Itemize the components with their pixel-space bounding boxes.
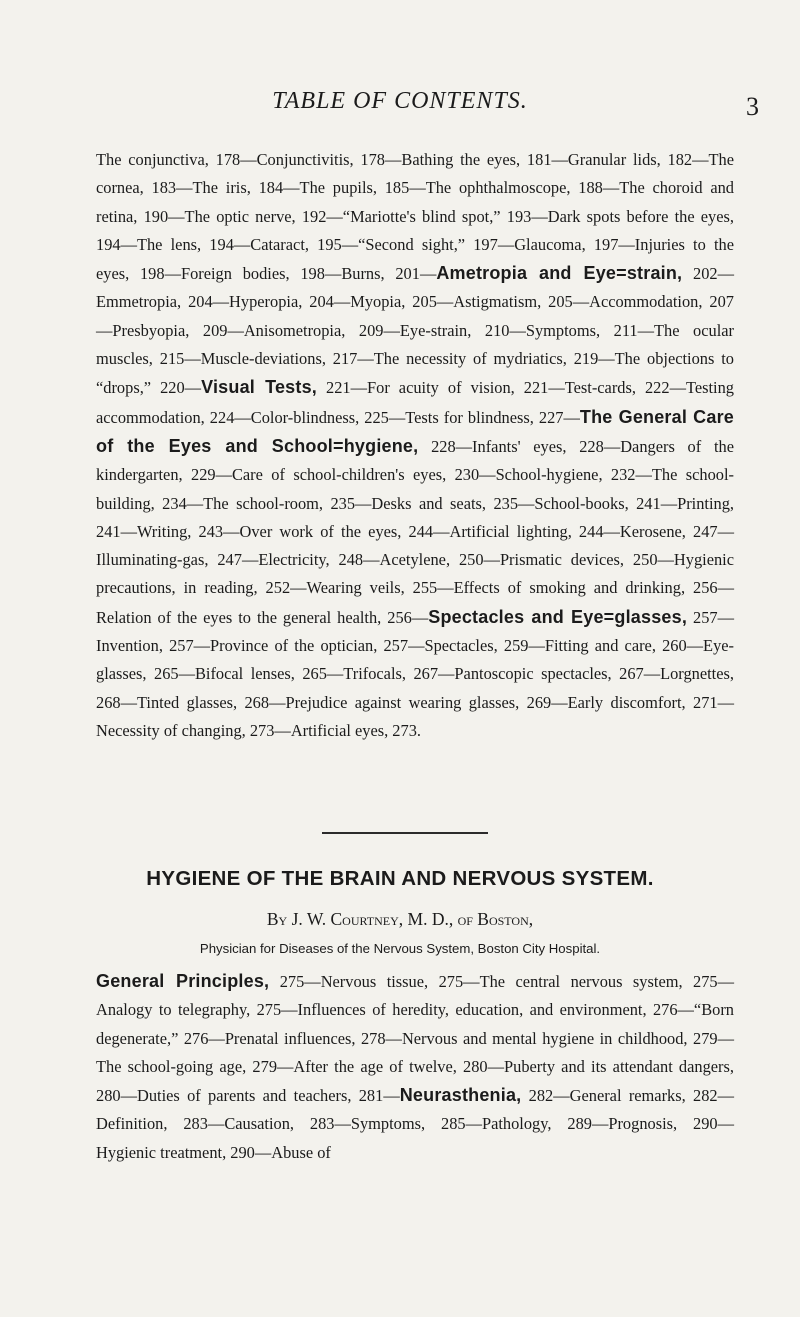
contents-text: The conjunctiva, 178—Conjunctivitis, 178—Bathing the eyes, 181—Granular lids, 182—The cornea, 183—The iris, 184—The pupils, 185—The ophthalmoscope, 188—The choroid and retina, 190—The optic nerve, 192—“Mariotte's blind spot,” 193—Dark spots before the eyes, 194—The lens, 194—Cataract, 195—“Second sight,” 197—Glaucoma, 197—Injuries to the eyes, 198—Foreign bodies, 198—Burns, 201— [96, 150, 734, 284]
contents-paragraph-eye-care [96, 146, 734, 745]
section-divider [322, 832, 488, 834]
page-number: 3 [746, 92, 759, 121]
contents-paragraph-nervous-system [96, 967, 734, 1167]
subject-heading-visual-tests: Visual Tests, [201, 377, 317, 398]
contents-text: 228—Infants' eyes, 228—Dangers of the kindergarten, 229—Care of school-children's eyes, 230—School-hygiene, 232—The school-building, 234—The school-room, 235—Desks and seats, 235—School-books, 241—Printing, 241—Writing, 243—Over work of the eyes, 244—Artificial lighting, 244—Kerosene, 247—Illuminating-gas, 247—Electricity, 248—Acetylene, 250—Prismatic devices, 250—Hygienic precautions, in reading, 252—Wearing veils, 255—Effects of smoking and drinking, 256—Relation of the eyes to the general health, 256— [96, 436, 734, 627]
contents-text: 282—General remarks, 282—Definition, 283—Causation, 283—Symptoms, 285—Pathology, 289—Prognosis, 290—Hygienic treatment, 290—Abuse of [96, 1086, 734, 1162]
subject-heading-neurasthenia: Neurasthenia, [399, 1085, 522, 1106]
contents-text: 202—Emmetropia, 204—Hyperopia, 204—Myopia, 205—Astigmatism, 205—Accommodation, 207—Presbyopia, 209—Anisometropia, 209—Eye-strain, 210—Symptoms, 211—The ocular muscles, 215—Muscle-deviations, 217—The necessity of mydriatics, 219—The objections to “drops,” 220— [96, 264, 734, 398]
subject-heading-general-care: The General Care of the Eyes and School=hygiene, [96, 406, 735, 456]
subject-heading-general-principles: General Principles, [96, 971, 270, 991]
section-heading: HYGIENE OF THE BRAIN AND NERVOUS SYSTEM. [146, 867, 654, 890]
subject-heading-ametropia: Ametropia and Eye=strain, [436, 263, 683, 284]
contents-text: 221—For acuity of vision, 221—Test-cards, 222—Testing accommodation, 224—Color-blindness, 225—Tests for blindness, 227— [96, 378, 734, 427]
contents-text: 257—Invention, 257—Province of the optician, 257—Spectacles, 259—Fitting and care, 260—Eye-glasses, 265—Bifocal lenses, 265—Trifocals, 267—Pantoscopic spectacles, 267—Lorgnettes, 268—Tinted glasses, 268—Prejudice against wearing glasses, 269—Early discomfort, 271—Necessity of changing, 273—Artificial eyes, 273. [96, 607, 734, 740]
author-byline: By J. W. Courtney, M. D., of Boston, [266, 909, 534, 929]
author-affiliation: Physician for Diseases of the Nervous System, Boston City Hospital. [199, 941, 601, 956]
subject-heading-spectacles: Spectacles and Eye=glasses, [428, 606, 688, 627]
contents-text: 275—Nervous tissue, 275—The central nervous system, 275—Analogy to telegraphy, 275—Influences of heredity, education, and environment, 276—“Born degenerate,” 276—Prenatal influences, 278—Nervous and mental hygiene in childhood, 279—The school-going age, 279—After the age of twelve, 280—Puberty and its attendant dangers, 280—Duties of parents and teachers, 281— [96, 972, 735, 1106]
running-head: TABLE OF CONTENTS. [272, 88, 528, 114]
